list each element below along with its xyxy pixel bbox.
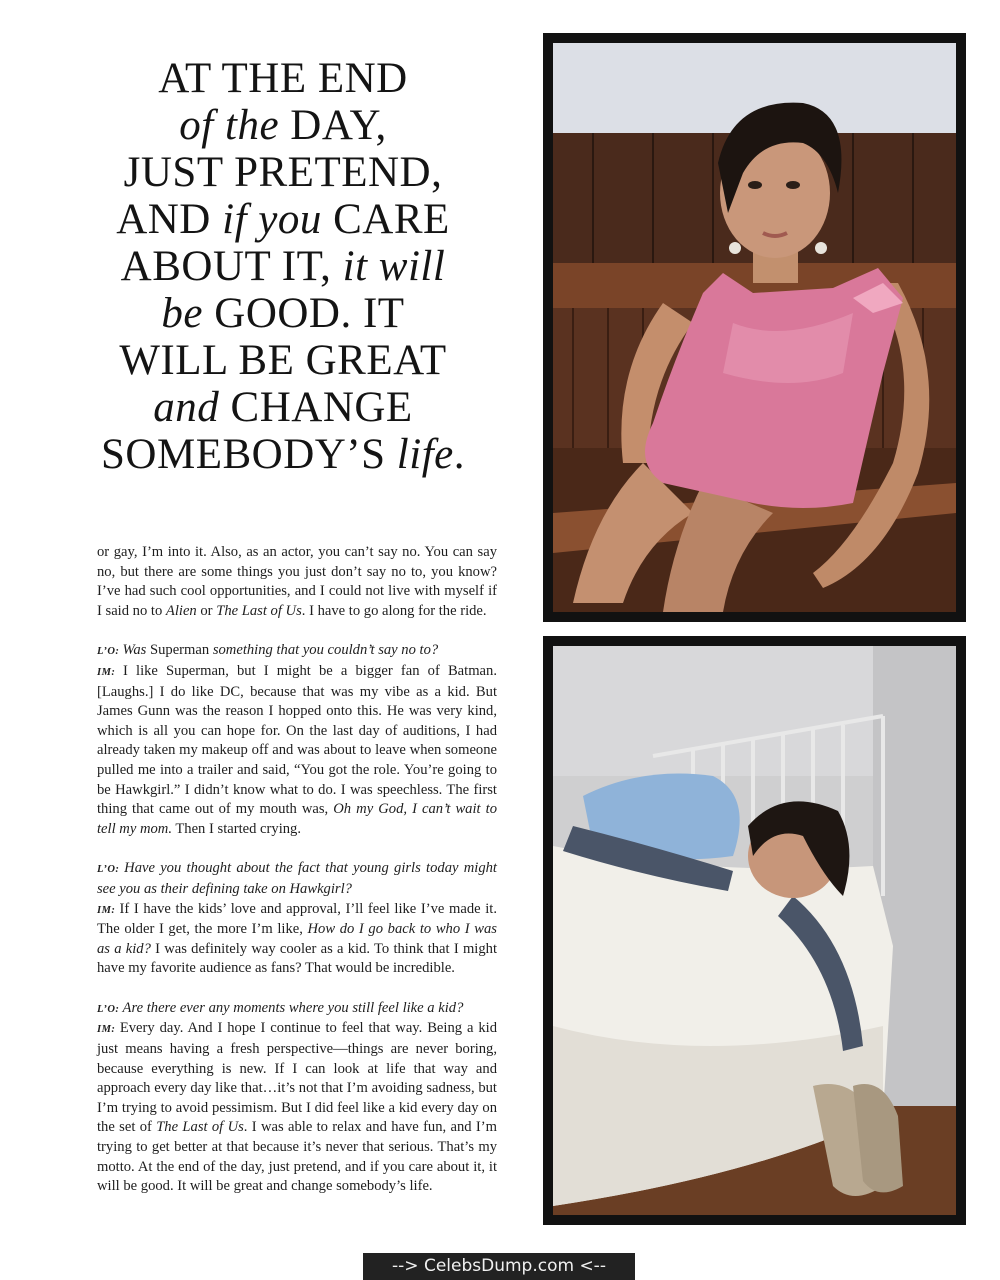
article-body: [97, 543, 497, 1217]
text-run: AT THE END: [158, 55, 408, 102]
text-run: AND: [116, 196, 223, 243]
qa-block: [97, 641, 497, 839]
qa-block: [97, 999, 497, 1197]
text-run: If I have the kids’ love and approval, I’ll feel like I’ve made it. The older I get, the more I’m like,: [97, 900, 497, 938]
lead-paragraph: [97, 543, 497, 621]
italic-text: Oh my God, I can’t wait to tell my mom.: [97, 801, 497, 837]
italic-text: life: [396, 431, 454, 478]
pull-quote-line: [88, 55, 478, 102]
italic-text: The Last of Us: [156, 1119, 244, 1136]
text-run: SOMEBODY’S: [101, 431, 397, 478]
qa-block: [97, 859, 497, 979]
answer-tag: IM:: [97, 666, 124, 678]
text-run: I was definitely way cooler as a kid. To think that I might have my favorite audience as fans? That would be incredible.: [97, 940, 497, 977]
text-run: CHANGE: [219, 384, 413, 431]
italic-text: Was: [122, 642, 147, 659]
question-text: [123, 1000, 464, 1016]
question-tag: L’O:: [97, 1003, 123, 1015]
question-text: [97, 860, 497, 897]
text-run: .: [453, 431, 465, 478]
pull-quote: [88, 55, 478, 478]
text-run: CARE: [321, 196, 450, 243]
pull-quote-line: [88, 149, 478, 196]
pull-quote-line: [88, 337, 478, 384]
italic-text: something that you couldn’t say no to?: [212, 642, 439, 659]
italic-text: Alien: [165, 602, 197, 619]
pull-quote-line: [88, 102, 478, 149]
answer-text: [97, 901, 497, 977]
text-run: Every day. And I hope I continue to feel that way. Being a kid just means having a fresh perspective—things are never boring, because everything is new. If I can look at life that way and approach every day like that…it’s not that I’m avoiding sadness, but I’m trying to avoid pessimism. But I did feel like a kid every day on the set of: [97, 1020, 497, 1136]
question-text: [123, 642, 439, 658]
italic-text: The Last of Us: [216, 602, 302, 619]
photo-pink-dress-image: [553, 43, 956, 612]
question-tag: L’O:: [97, 864, 125, 876]
pull-quote-line: [88, 431, 478, 478]
text-run: Then I started crying.: [171, 820, 301, 837]
italic-text: it will: [342, 243, 446, 290]
pull-quote-line: [88, 290, 478, 337]
italic-text: and: [153, 384, 220, 431]
text-run: JUST PRETEND,: [123, 149, 443, 196]
text-run: DAY,: [279, 102, 387, 149]
pull-quote-line: [88, 196, 478, 243]
answer-text: [97, 663, 497, 837]
question-tag: L’O:: [97, 646, 123, 658]
text-run: . I have to go along for the ride.: [301, 602, 487, 619]
watermark-banner: --> CelebsDump.com <--: [363, 1253, 635, 1280]
text-run: WILL BE GREAT: [119, 337, 447, 384]
text-run: . I was able to relax and have fun, and I’m trying to get better at that because it’s never that serious. That’s my motto. At the end of the day, just pretend, and if you care about it, it will be good. It will be great and change somebody’s life.: [97, 1119, 497, 1195]
italic-text: How do I go back to who I was as a kid?: [97, 921, 497, 957]
answer-tag: IM:: [97, 1024, 120, 1036]
photo-bed-scene-image: [553, 646, 956, 1215]
photo-pink-dress: [543, 33, 966, 622]
answer-tag: IM:: [97, 904, 120, 916]
pull-quote-line: [88, 243, 478, 290]
text-run: Superman: [146, 642, 213, 659]
qa-list: [97, 641, 497, 1196]
pull-quote-line: [88, 384, 478, 431]
photo-bed-scene: [543, 636, 966, 1225]
italic-text: Have you thought about the fact that young girls today might see you as their defining take on Hawkgirl?: [97, 860, 497, 897]
text-run: or: [196, 602, 217, 619]
italic-text: of the: [179, 102, 280, 149]
italic-text: if you: [222, 196, 322, 243]
italic-text: be: [161, 290, 204, 337]
text-run: GOOD. IT: [203, 290, 405, 337]
text-run: ABOUT IT,: [120, 243, 343, 290]
text-run: or gay, I’m into it. Also, as an actor, you can’t say no. You can say no, but there are some things you just don’t say no to, you know? I’ve had such cool opportunities, and I could not live with myself if I said no to: [97, 544, 497, 619]
italic-text: Are there ever any moments where you still feel like a kid?: [122, 999, 464, 1016]
text-run: I like Superman, but I might be a bigger fan of Batman. [Laughs.] I do like DC, because that was my vibe as a kid. But James Gunn was the reason I hopped onto this. He was very kind, which is all you can hope for. On the last day of auditions, I had already taken my makeup off and was about to leave when someone pulled me into a trailer and said, “You got the role. You’re going to be Hawkgirl.” I didn’t know what to do. I was speechless. The first thing that came out of my mouth was,: [97, 662, 497, 818]
answer-text: [97, 1020, 497, 1194]
